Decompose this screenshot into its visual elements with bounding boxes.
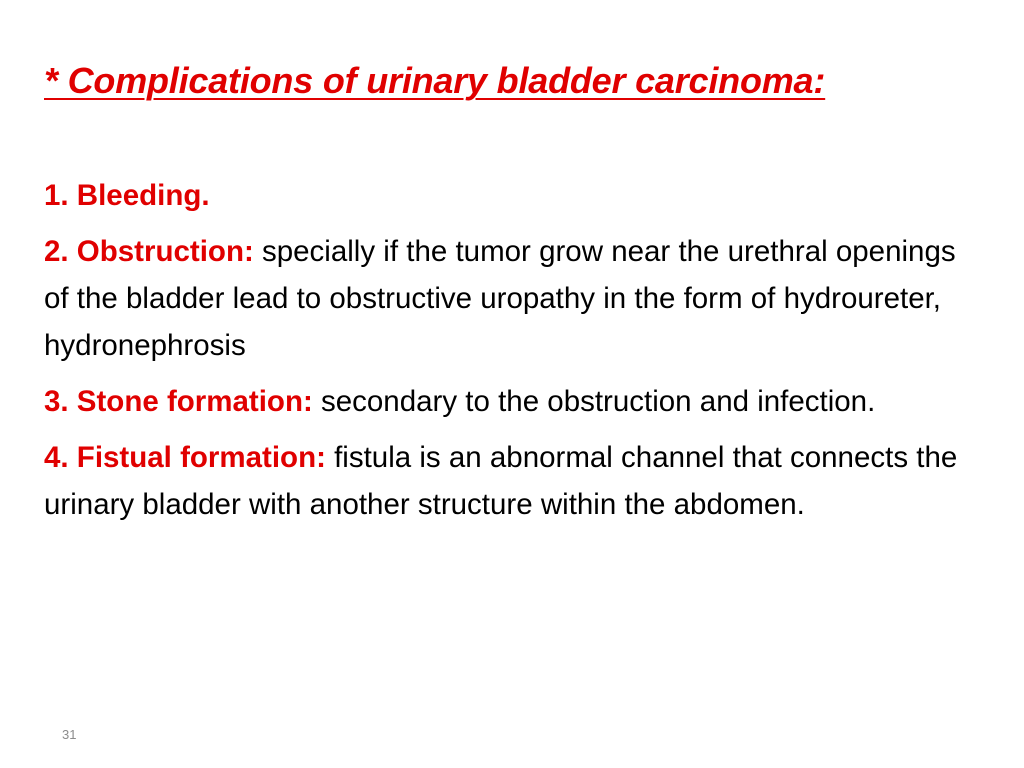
item-description: secondary to the obstruction and infection. bbox=[320, 385, 876, 418]
item-description: fistula is an abnormal channel that connects the urinary bladder with another structure within the abdomen. bbox=[44, 441, 958, 521]
list-item-stone-formation bbox=[44, 378, 974, 425]
complications-list bbox=[44, 172, 974, 537]
list-item-bleeding bbox=[44, 172, 974, 219]
item-description: specially if the tumor grow near the urethral openings of the bladder lead to obstructive uropathy in the form of hydroureter, hydronephrosis bbox=[44, 235, 956, 362]
item-heading: 1. Bleeding. bbox=[44, 179, 210, 212]
slide-number: 31 bbox=[62, 727, 77, 742]
item-heading: 2. Obstruction: bbox=[44, 235, 262, 268]
list-item-fistual-formation bbox=[44, 434, 974, 528]
item-heading: 4. Fistual formation: bbox=[44, 441, 335, 474]
slide-title: * Complications of urinary bladder carcinoma: bbox=[44, 60, 826, 101]
item-heading: 3. Stone formation: bbox=[44, 385, 321, 418]
list-item-obstruction bbox=[44, 228, 974, 369]
